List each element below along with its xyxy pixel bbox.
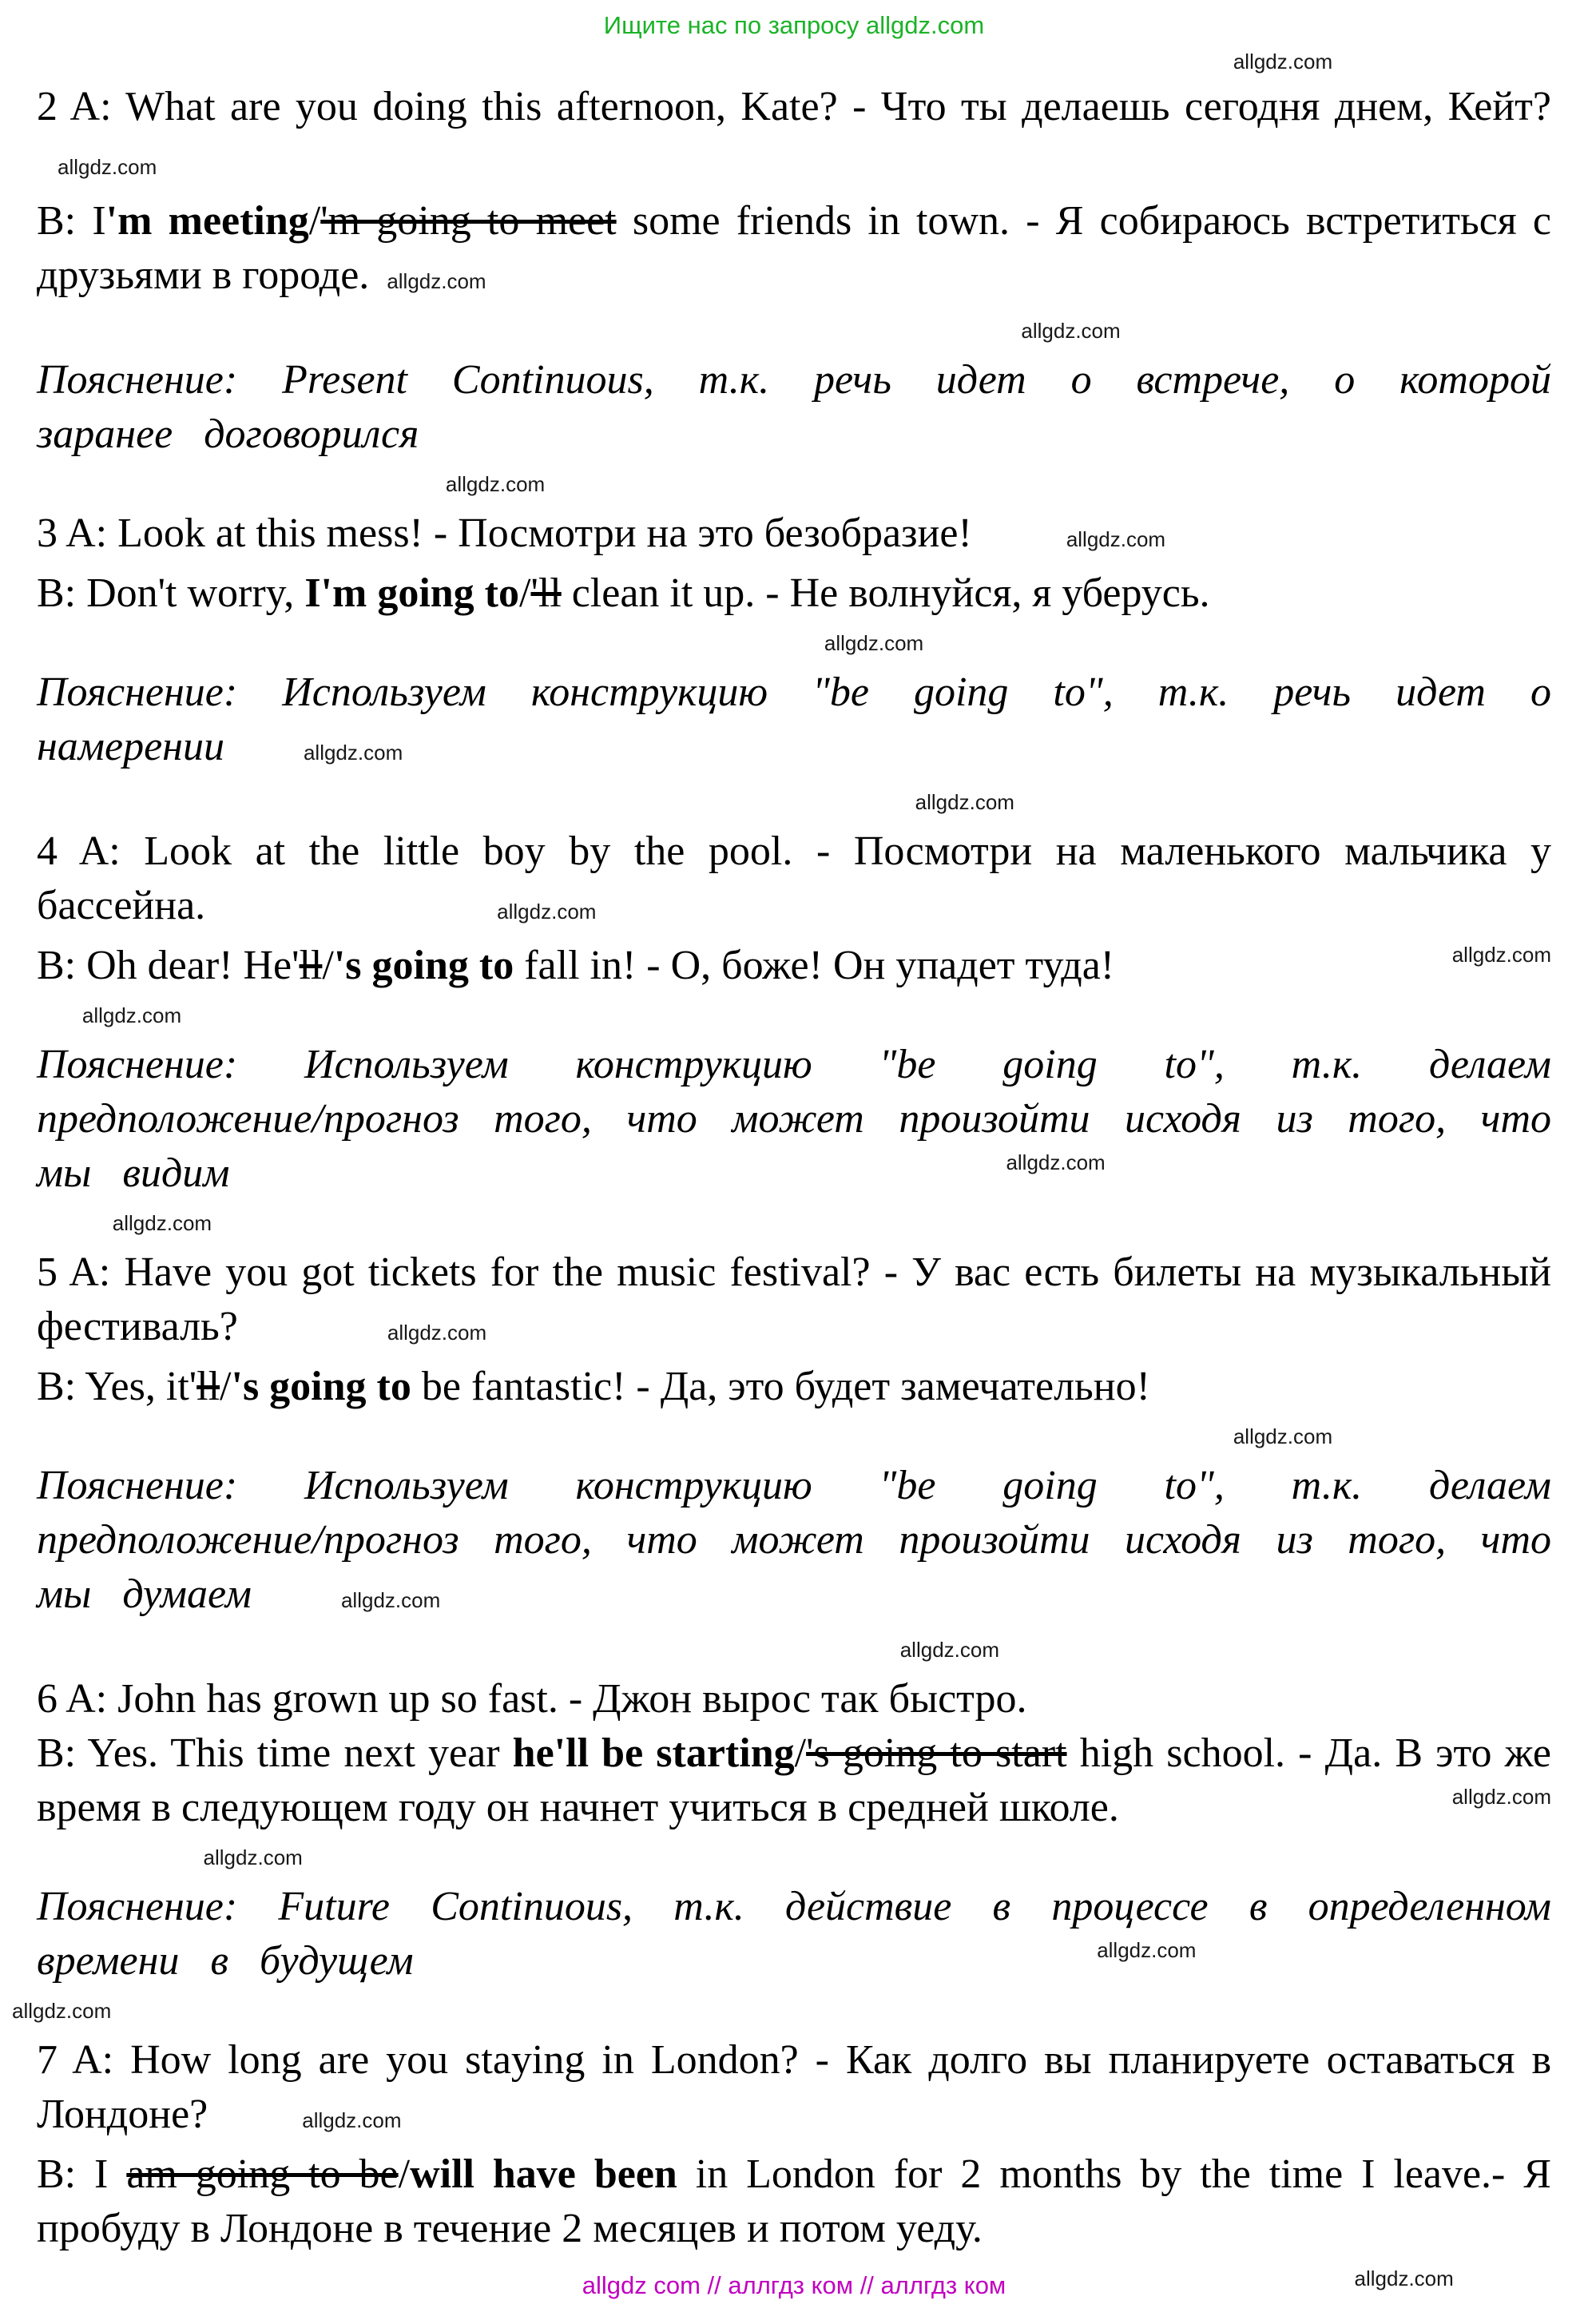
answer-rejected: 'll bbox=[530, 570, 562, 616]
watermark: allgdz.com bbox=[302, 2108, 402, 2132]
watermark-row bbox=[37, 1414, 1551, 1459]
watermark: allgdz.com bbox=[1451, 1785, 1551, 1809]
separator-slash: / bbox=[794, 1730, 807, 1776]
answer-correct: he'll be starting bbox=[512, 1730, 795, 1776]
answer-correct: 's going to bbox=[231, 1364, 411, 1409]
dialogue-text: clean it up. - Не волнуйся, я уберусь. bbox=[561, 570, 1210, 616]
watermark: allgdz.com bbox=[1451, 943, 1551, 967]
watermark: allgdz.com bbox=[1097, 1938, 1197, 1962]
footer-domains: allgdz com // аллгдз ком // аллгдз ком bbox=[582, 2271, 1006, 2299]
exercise-4-line-a bbox=[37, 824, 1551, 939]
exercise-5-line-b bbox=[37, 1360, 1551, 1414]
answer-rejected: 's going to start bbox=[806, 1730, 1067, 1776]
dialogue-text: B: I bbox=[37, 198, 106, 244]
watermark-row bbox=[37, 43, 1551, 80]
separator-slash: / bbox=[519, 570, 531, 616]
watermark: allgdz.com bbox=[1021, 319, 1121, 343]
answer-rejected: ll bbox=[197, 1364, 220, 1409]
exercise-5-line-a bbox=[37, 1245, 1551, 1360]
answer-correct: I'm going to bbox=[304, 570, 519, 616]
dialogue-text: 7 A: How long are you staying in London? - Как долго вы планируете оставаться в Лондоне? bbox=[37, 2037, 1551, 2137]
watermark: allgdz.com bbox=[824, 631, 924, 655]
exercise-6-line-b bbox=[37, 1726, 1551, 1835]
dialogue-text: be fantastic! - Да, это будет замечательно! bbox=[411, 1364, 1150, 1409]
dialogue-text: 5 A: Have you got tickets for the music festival? - У вас есть билеты на музыкальный фестиваль? bbox=[37, 1249, 1551, 1349]
dialogue-text: B: Don't worry, bbox=[37, 570, 305, 616]
exercise-4-line-b bbox=[37, 939, 1551, 993]
watermark: allgdz.com bbox=[81, 1003, 182, 1027]
exercise-2-explanation bbox=[37, 353, 1551, 462]
exercise-5-explanation bbox=[37, 1459, 1551, 1627]
dialogue-text: B: Yes, it' bbox=[37, 1364, 197, 1409]
exercise-4-explanation bbox=[37, 1038, 1551, 1201]
answer-correct: will have been bbox=[410, 2151, 677, 2197]
watermark: allgdz.com bbox=[387, 1321, 487, 1345]
exercise-7-line-b bbox=[37, 2147, 1551, 2256]
exercise-3-line-a bbox=[37, 507, 1551, 566]
answer-rejected: ll bbox=[299, 943, 323, 988]
watermark: allgdz.com bbox=[1006, 1150, 1106, 1174]
explanation-text: Пояснение: Используем конструкцию "be going to", т.к. делаем предположение/прогноз того, что может произойти исходя из того, что мы думаем bbox=[37, 1463, 1551, 1617]
exercise-3-line-b bbox=[37, 566, 1551, 621]
watermark: allgdz.com bbox=[1233, 1424, 1333, 1448]
watermark-row bbox=[37, 462, 1551, 507]
watermark: allgdz.com bbox=[1354, 2266, 1454, 2290]
exercise-2-line-a bbox=[37, 80, 1551, 194]
dialogue-text: fall in! - О, боже! Он упадет туда! bbox=[514, 943, 1115, 988]
watermark: allgdz.com bbox=[497, 900, 597, 924]
exercise-3-explanation bbox=[37, 665, 1551, 780]
explanation-text: Пояснение: Используем конструкцию "be going to", т.к. делаем предположение/прогноз того, что может произойти исходя из того, что мы видим bbox=[37, 1042, 1551, 1196]
watermark: allgdz.com bbox=[58, 155, 157, 179]
watermark: allgdz.com bbox=[387, 269, 486, 293]
watermark-row bbox=[37, 780, 1551, 824]
explanation-text: Пояснение: Future Continuous, т.к. действие в процессе в определенном времени в будущем bbox=[37, 1884, 1551, 1984]
watermark: allgdz.com bbox=[915, 790, 1014, 814]
watermark: allgdz.com bbox=[303, 741, 403, 765]
watermark: allgdz.com bbox=[112, 1211, 212, 1235]
dialogue-text: 4 A: Look at the little boy by the pool. - Посмотри на маленького мальчика у бассейна. bbox=[37, 828, 1551, 928]
dialogue-text: some friends in town. - Я собираюсь встретиться с друзьями в городе. bbox=[37, 198, 1551, 298]
watermark: allgdz.com bbox=[445, 472, 546, 496]
dialogue-text: B: I bbox=[37, 2151, 127, 2197]
watermark: allgdz.com bbox=[203, 1845, 303, 1869]
dialogue-text: 3 A: Look at this mess! - Посмотри на это безобразие! bbox=[37, 510, 972, 556]
explanation-text: Пояснение: Present Continuous, т.к. речь идет о встрече, о которой заранее договорился bbox=[37, 357, 1551, 457]
answer-rejected: 'm going to meet bbox=[320, 198, 617, 244]
answer-correct: 's going to bbox=[333, 943, 514, 988]
dialogue-text: high school. - Да. В это же время в следующем году он начнет учиться в средней школе. bbox=[37, 1730, 1551, 1830]
watermark: allgdz.com bbox=[340, 1588, 441, 1612]
exercise-2-line-b bbox=[37, 194, 1551, 308]
watermark-row bbox=[37, 1201, 1551, 1245]
answer-rejected: am going to be bbox=[126, 2151, 399, 2197]
separator-slash: / bbox=[220, 1364, 232, 1409]
watermark: allgdz.com bbox=[1066, 527, 1166, 551]
watermark-row bbox=[37, 1627, 1551, 1672]
watermark-row bbox=[37, 621, 1551, 665]
separator-slash: / bbox=[308, 198, 321, 244]
separator-slash: / bbox=[322, 943, 334, 988]
exercise-7-line-a bbox=[37, 2033, 1551, 2147]
watermark-row bbox=[37, 993, 1551, 1038]
separator-slash: / bbox=[398, 2151, 411, 2197]
exercise-6-explanation bbox=[37, 1880, 1551, 1988]
exercise-6-line-a bbox=[37, 1672, 1551, 1726]
dialogue-text: B: Yes. This time next year bbox=[37, 1730, 513, 1776]
dialogue-text: 6 A: John has grown up so fast. - Джон вырос так быстро. bbox=[37, 1676, 1027, 1722]
dialogue-text: B: Oh dear! He' bbox=[37, 943, 300, 988]
watermark-row bbox=[37, 1835, 1551, 1880]
dialogue-text: 2 A: What are you doing this afternoon, Kate? - Что ты делаешь сегодня днем, Кейт? bbox=[37, 84, 1551, 129]
watermark: allgdz.com bbox=[1233, 50, 1333, 73]
dialogue-text: in London for 2 months by the time I leave.- Я пробуду в Лондоне в течение 2 месяцев и потом уеду. bbox=[37, 2151, 1551, 2251]
site-search-notice: Ищите нас по запросу allgdz.com bbox=[603, 11, 985, 39]
watermark: allgdz.com bbox=[12, 1999, 112, 2023]
answer-correct: 'm meeting bbox=[105, 198, 309, 244]
watermark-row bbox=[12, 1988, 1551, 2033]
watermark: allgdz.com bbox=[899, 1638, 999, 1662]
explanation-text: Пояснение: Используем конструкцию "be going to", т.к. речь идет о намерении bbox=[37, 669, 1551, 769]
watermark-row bbox=[37, 308, 1551, 353]
